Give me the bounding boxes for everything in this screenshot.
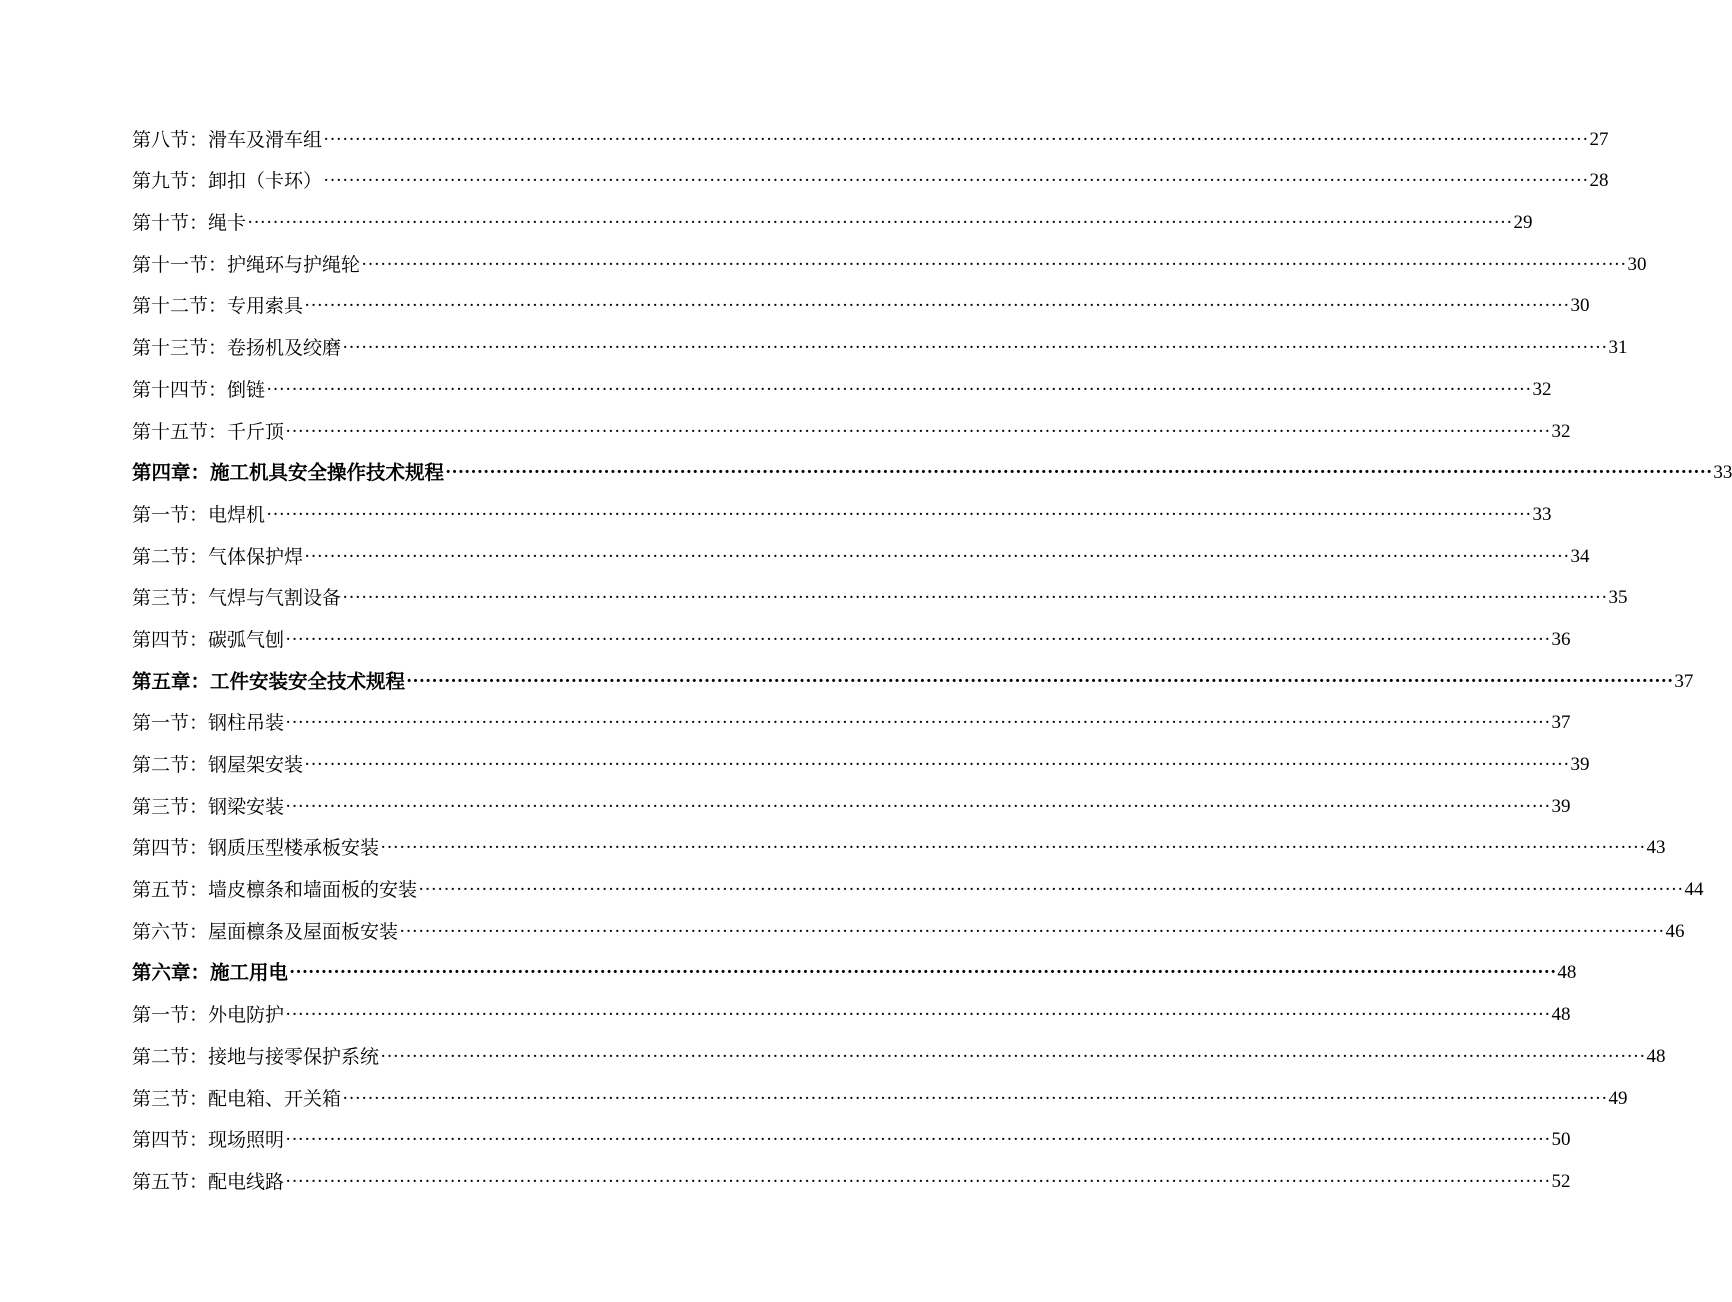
toc-leader-dots: ········································································································································································································ [285, 1004, 1551, 1026]
toc-entry-page: 28 [1589, 170, 1609, 192]
toc-entry-page: 48 [1557, 962, 1577, 984]
toc-entry-title: 第一节：外电防护 [132, 1004, 285, 1027]
toc-entry-title: 第一节：钢柱吊装 [132, 712, 285, 735]
toc-leader-dots: ········································································································································································································ [285, 1129, 1551, 1151]
toc-entry-title: 第二节：接地与接零保护系统 [132, 1045, 380, 1068]
toc-entry[interactable] [132, 610, 1571, 652]
toc-leader-dots: ········································································································································································································ [285, 628, 1551, 650]
table-of-contents [132, 110, 1732, 1194]
toc-leader-dots: ········································································································································································································ [361, 253, 1627, 275]
toc-leader-dots: ········································································································································································································ [399, 920, 1665, 942]
toc-entry[interactable] [132, 235, 1647, 277]
toc-entry-title: 第八节：滑车及滑车组 [132, 128, 323, 151]
toc-entry[interactable] [132, 1111, 1571, 1153]
toc-entry-page: 32 [1551, 420, 1571, 442]
toc-entry-title: 第十一节：护绳环与护绳轮 [132, 253, 361, 276]
toc-entry[interactable] [132, 193, 1533, 235]
toc-entry-title: 第五节：配电线路 [132, 1170, 285, 1193]
toc-entry[interactable] [132, 1152, 1571, 1194]
toc-leader-dots: ········································································································································································································ [342, 587, 1608, 609]
toc-entry-page: 33 [1713, 462, 1732, 484]
toc-entry-title: 第十节：绳卡 [132, 212, 247, 235]
toc-leader-dots: ········································································································································································································ [323, 128, 1589, 150]
toc-entry[interactable] [132, 485, 1552, 527]
toc-entry-page: 44 [1684, 879, 1704, 901]
toc-leader-dots: ········································································································································································································ [285, 712, 1551, 734]
toc-entry-page: 39 [1551, 795, 1571, 817]
toc-entry-page: 33 [1532, 503, 1552, 525]
toc-entry-title: 第二节：钢屋架安装 [132, 754, 304, 776]
toc-entry[interactable] [132, 110, 1609, 152]
toc-entry[interactable] [132, 985, 1571, 1027]
toc-entry[interactable] [132, 777, 1571, 819]
toc-entry-title: 第四章：施工机具安全操作技术规程 [132, 461, 445, 485]
toc-leader-dots: ········································································································································································································ [247, 212, 1513, 234]
toc-entry-page: 29 [1513, 212, 1533, 234]
toc-leader-dots: ········································································································································································································ [380, 1045, 1646, 1067]
toc-entry-title: 第十四节：倒链 [132, 378, 266, 401]
toc-entry-title: 第一节：电焊机 [132, 503, 266, 526]
toc-entry-title: 第十三节：卷扬机及绞磨 [132, 337, 342, 360]
toc-leader-dots: ········································································································································································································ [445, 462, 1713, 484]
toc-leader-dots: ········································································································································································································ [285, 420, 1551, 442]
toc-entry[interactable] [132, 694, 1571, 736]
toc-entry-title: 第五章：工件安装安全技术规程 [132, 669, 406, 693]
toc-entry-page: 52 [1551, 1170, 1571, 1192]
toc-entry-page: 35 [1608, 587, 1628, 609]
toc-entry-title: 第三节：配电箱、开关箱 [132, 1087, 342, 1110]
toc-entry-title: 第四节：现场照明 [132, 1129, 285, 1152]
toc-leader-dots: ········································································································································································································ [406, 670, 1674, 692]
toc-entry-page: 43 [1646, 837, 1666, 859]
toc-entry[interactable] [132, 318, 1628, 360]
toc-leader-dots: ········································································································································································································ [342, 1087, 1608, 1109]
toc-entry-title: 第十五节：千斤顶 [132, 420, 285, 443]
toc-chapter-entry[interactable] [132, 652, 1694, 694]
toc-chapter-entry[interactable] [132, 944, 1577, 986]
toc-entry-page: 30 [1627, 253, 1647, 275]
toc-leader-dots: ········································································································································································································ [380, 837, 1646, 859]
toc-entry[interactable] [132, 735, 1590, 777]
toc-entry-page: 50 [1551, 1129, 1571, 1151]
toc-entry-page: 30 [1570, 295, 1590, 317]
toc-entry[interactable] [132, 860, 1704, 902]
toc-entry-page: 31 [1608, 337, 1628, 359]
toc-entry-page: 46 [1665, 920, 1685, 942]
toc-leader-dots: ········································································································································································································ [289, 962, 1557, 984]
toc-entry[interactable] [132, 277, 1590, 319]
toc-leader-dots: ········································································································································································································ [266, 503, 1532, 525]
toc-entry-page: 37 [1674, 670, 1694, 692]
toc-entry-title: 第十二节：专用索具 [132, 295, 304, 318]
toc-entry[interactable] [132, 152, 1609, 194]
toc-entry-title: 第三节：钢梁安装 [132, 795, 285, 818]
toc-entry[interactable] [132, 569, 1628, 611]
toc-entry-page: 37 [1551, 712, 1571, 734]
toc-entry-title: 第六章：施工用电 [132, 961, 289, 985]
toc-entry-page: 48 [1551, 1004, 1571, 1026]
toc-entry-page: 36 [1551, 628, 1571, 650]
toc-leader-dots: ········································································································································································································ [323, 170, 1589, 192]
toc-entry[interactable] [132, 1027, 1666, 1069]
toc-entry[interactable] [132, 402, 1571, 444]
toc-entry-title: 第五节：墙皮檩条和墙面板的安装 [132, 879, 418, 902]
toc-entry-page: 39 [1570, 754, 1590, 775]
toc-entry-title: 第二节：气体保护焊 [132, 545, 304, 568]
toc-entry[interactable] [132, 902, 1685, 944]
toc-leader-dots: ········································································································································································································ [304, 754, 1570, 775]
toc-leader-dots: ········································································································································································································ [342, 337, 1608, 359]
toc-entry-title: 第六节：屋面檩条及屋面板安装 [132, 920, 399, 943]
toc-entry[interactable] [132, 819, 1666, 861]
toc-entry[interactable] [132, 360, 1552, 402]
toc-entry-page: 32 [1532, 378, 1552, 400]
toc-leader-dots: ········································································································································································································ [285, 1170, 1551, 1192]
toc-entry-page: 49 [1608, 1087, 1628, 1109]
toc-leader-dots: ········································································································································································································ [304, 545, 1570, 567]
toc-entry-page: 27 [1589, 128, 1609, 150]
toc-leader-dots: ········································································································································································································ [418, 879, 1684, 901]
toc-leader-dots: ········································································································································································································ [266, 378, 1532, 400]
toc-leader-dots: ········································································································································································································ [285, 795, 1551, 817]
toc-chapter-entry[interactable] [132, 444, 1732, 486]
toc-entry-title: 第三节：气焊与气割设备 [132, 587, 342, 610]
toc-entry[interactable] [132, 527, 1590, 569]
toc-entry[interactable] [132, 1069, 1628, 1111]
toc-entry-title: 第九节：卸扣（卡环） [132, 170, 323, 193]
toc-leader-dots: ········································································································································································································ [304, 295, 1570, 317]
toc-entry-title: 第四节：碳弧气刨 [132, 628, 285, 651]
toc-entry-page: 34 [1570, 545, 1590, 567]
toc-entry-page: 48 [1646, 1045, 1666, 1067]
toc-entry-title: 第四节：钢质压型楼承板安装 [132, 837, 380, 860]
